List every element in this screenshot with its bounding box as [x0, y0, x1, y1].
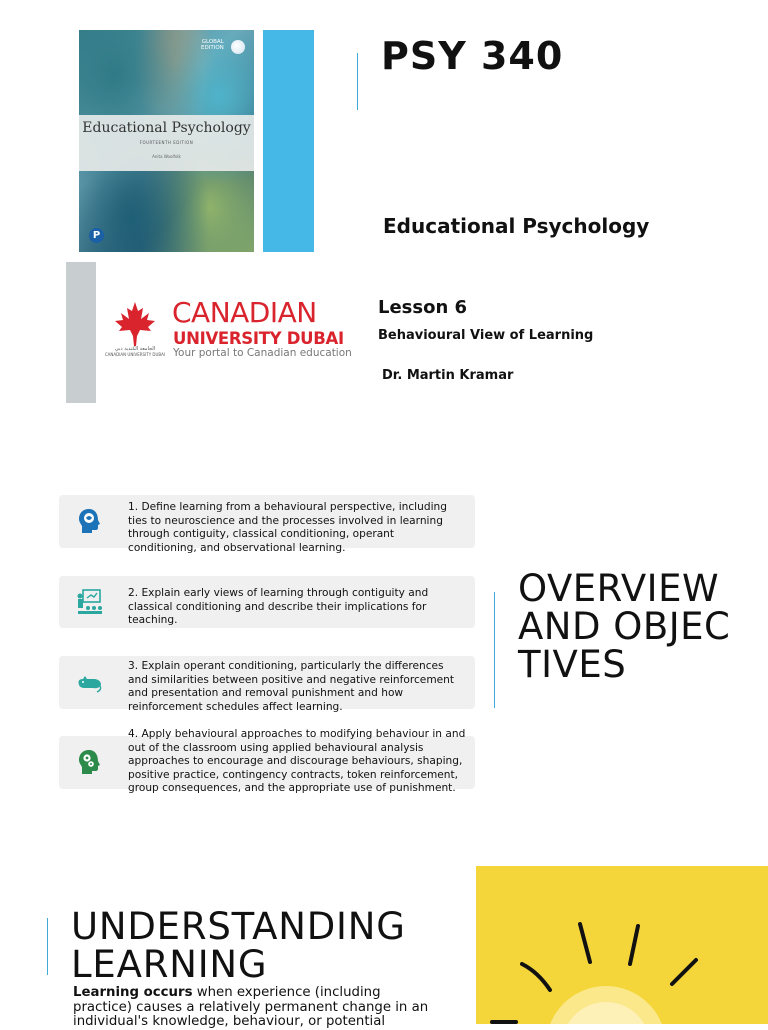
- accent-grey-bar: [66, 262, 96, 403]
- understanding-divider: [47, 918, 48, 975]
- course-name: Educational Psychology: [383, 214, 650, 238]
- university-small-name: CANADIAN UNIVERSITY DUBAI: [104, 352, 166, 357]
- maple-leaf-icon: [114, 302, 156, 346]
- course-code: PSY 340: [381, 34, 564, 78]
- lightbulb-illustration: [476, 866, 768, 1024]
- cover-title: Educational Psychology: [82, 120, 251, 136]
- lesson-number: Lesson 6: [378, 297, 468, 318]
- objective-text-4: 4. Apply behavioural approaches to modifying behaviour in and out of the classroom using applied behavioural analysis approaches to encourage and discourage behaviours, shaping, positive practice, contingency contracts, token reinforcement, group consequences, and the appropriate use of punishment.: [128, 728, 466, 794]
- learning-definition-text: when experience (including practice) causes a relatively permanent change in an individual's knowledge, behaviour, or potential: [73, 985, 429, 1029]
- gears-head-icon: [75, 748, 103, 776]
- objectives-divider: [494, 592, 495, 708]
- lesson-topic: Behavioural View of Learning: [378, 328, 594, 343]
- instructor-name: Dr. Martin Kramar: [382, 368, 514, 383]
- cover-edition: FOURTEENTH EDITION: [139, 140, 194, 145]
- globe-icon: [231, 40, 245, 54]
- book-cover-image: [79, 30, 254, 252]
- global-edition-badge: GLOBAL EDITION: [201, 39, 224, 51]
- learning-definition: [73, 986, 443, 1030]
- objective-card-2: [59, 576, 475, 628]
- university-arabic-name: [104, 346, 166, 358]
- classroom-teacher-icon: [75, 588, 103, 616]
- title-divider: [357, 53, 358, 110]
- learning-definition-bold: Learning occurs: [73, 985, 193, 1000]
- university-tagline: Your portal to Canadian education: [173, 347, 352, 359]
- objective-text-3: 3. Explain operant conditioning, particularly the differences and similarities between positive and negative reinforcement and presentation and removal punishment and how reinforcement schedules affect learning.: [128, 660, 455, 713]
- objective-text-1: 1. Define learning from a behavioural perspective, including ties to neuroscience and the processes involved in learning through contiguity, classical conditioning, operant conditioning, and observational learning.: [128, 501, 447, 554]
- objective-card-4: [59, 728, 475, 794]
- university-name-line1: CANADIAN: [172, 296, 317, 329]
- university-name-line2: UNIVERSITY DUBAI: [173, 329, 344, 348]
- objective-text-2: 2. Explain early views of learning through contiguity and classical conditioning and describe their implications for teaching.: [128, 587, 429, 626]
- lightbulb-icon: [476, 866, 768, 1024]
- overview-title: OVERVIEW AND OBJECTIVES: [518, 567, 731, 686]
- brain-head-icon: [75, 507, 103, 535]
- objective-card-3: [59, 656, 475, 713]
- cover-author: Anita Woolfolk: [152, 154, 181, 159]
- understanding-learning-title: UNDERSTANDING LEARNING: [71, 905, 406, 986]
- accent-blue-bar: [263, 30, 314, 252]
- pearson-logo-icon: P: [89, 228, 104, 243]
- arabic-name-text: الجامعة الكندية دبي: [114, 346, 156, 352]
- objective-card-1: [59, 495, 475, 554]
- rat-icon: [75, 669, 103, 697]
